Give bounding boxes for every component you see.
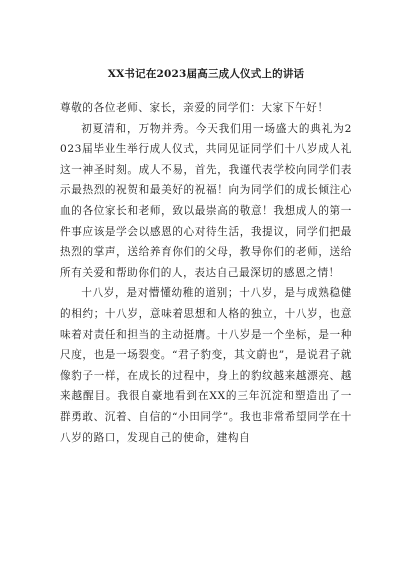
document-title: XX书记在2023届高三成人仪式上的讲话 — [107, 68, 305, 80]
salutation-paragraph: 尊敬的各位老师、家长，亲爱的同学们：大家下午好！ — [60, 102, 329, 114]
body-paragraph-2: 十八岁，是对懵懂幼稚的道别；十八岁，是与成熟稳健的相约；十八岁，意味着思想和人格的独立，十八岁，也意味着对责任和担当的主动挺膺。十八岁是一个坐标，是一种尺度，也是一场裂变。“君子豹变，其文蔚也”，是说君子就像豹子一样，在成长的过程中，身上的豹纹越来越漂亮、越来越醒目。我很自豪地看到在XX的三年沉淀和塑造出了一群勇敢、沉着、自信的“小田同学”。我也非常希望同学在十八岁的路口，发现自己的使命，建构自 — [60, 287, 352, 444]
body-paragraph-1: 初夏清和，万物并秀。今天我们用一场盛大的典礼为2023届毕业生举行成人仪式，共同见证同学们十八岁成人礼这一神圣时刻。成人不易，首先，我谨代表学校向同学们表示最热烈的祝贺和最美好的祝福！向为同学们的成长倾注心血的各位家长和老师，致以最崇高的敬意！我想成人的第一件事应该是学会以感恩的心对待生活，我提议，同学们把最热烈的掌声，送给养育你们的父母，教导你们的老师，送给所有关爱和帮助你们的人，表达自己最深切的感恩之情！ — [60, 122, 352, 279]
